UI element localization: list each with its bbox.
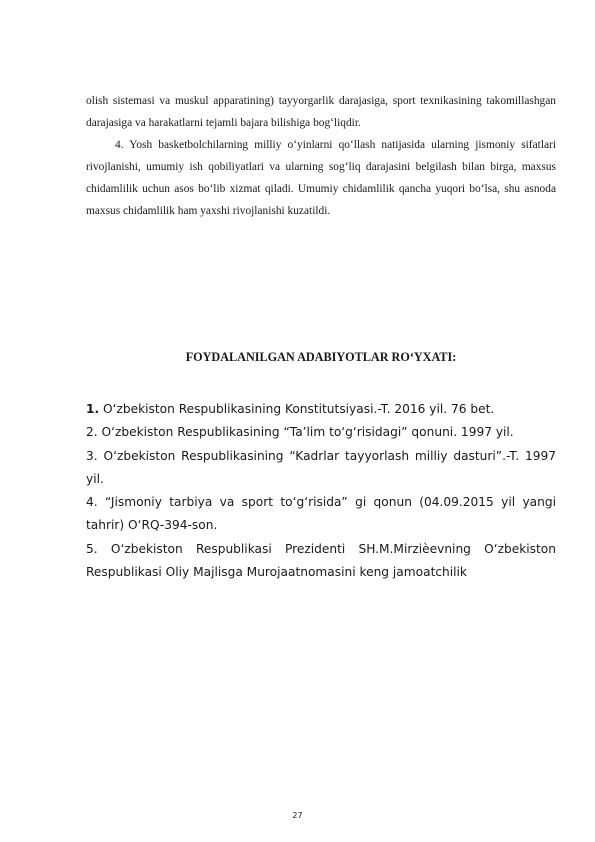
reference-text: O‘zbekiston Respublikasining “Kadrlar tayyorlash milliy dasturi”.-T. 1997 yil.	[86, 448, 556, 486]
reference-text: O‘zbekiston Respublikasi Prezidenti SH.M.Mirzièevning O‘zbekiston Respublikasi Oliy Majlisga Murojaatnomasini keng jamoatchilik	[86, 541, 556, 580]
paragraph-continuation: olish sistemasi va muskul apparatining) tayyorgarlik darajasiga, sport texnikasining takomillashgan darajasiga va harakatlarni tejamli bajara bilishiga bog‘liqdir.	[86, 95, 556, 129]
page-number: 27	[292, 811, 303, 820]
reference-number: 1.	[86, 402, 100, 416]
reference-text: O‘zbekiston Respublikasining Konstitutsiyasi.-T. 2016 yil. 76 bet.	[99, 402, 495, 416]
body-text	[86, 90, 556, 222]
reference-number: 3.	[86, 448, 98, 463]
reference-item	[86, 398, 556, 421]
reference-number: 5.	[86, 541, 98, 556]
reference-item	[86, 538, 556, 585]
reference-number: 2.	[86, 425, 98, 440]
reference-item	[86, 421, 556, 444]
paragraph-conclusion-4: 4. Yosh basketbolchilarning milliy o‘yinlarni qo‘llash natijasida ularning jismoniy sifatlari rivojlanishi, umumiy ish qobiliyatlari va ularning sog‘liq darajasini belgilash bilan birga, maxsus chidamlilik uchun asos bo‘lib xizmat qiladi. Umumiy chidamlilik qancha yuqori bo‘lsa, shu asnoda maxsus chidamlilik ham yaxshi rivojlanishi kuzatildi.	[86, 139, 556, 217]
reference-text: O‘zbekiston Respublikasining “Ta’lim to‘g‘risidagi” qonuni. 1997 yil.	[97, 425, 514, 440]
reference-number: 4.	[86, 495, 98, 510]
reference-item	[86, 491, 556, 538]
reference-item	[86, 445, 556, 492]
reference-text: “Jismoniy tarbiya va sport to‘g‘risida” gi qonun (04.09.2015 yil yangi tahrir) O‘RQ-394-son.	[86, 495, 556, 533]
references-heading: FOYDALANILGAN ADABIYOTLAR RO‘YXATI:	[185, 350, 457, 364]
references-list	[86, 398, 556, 584]
